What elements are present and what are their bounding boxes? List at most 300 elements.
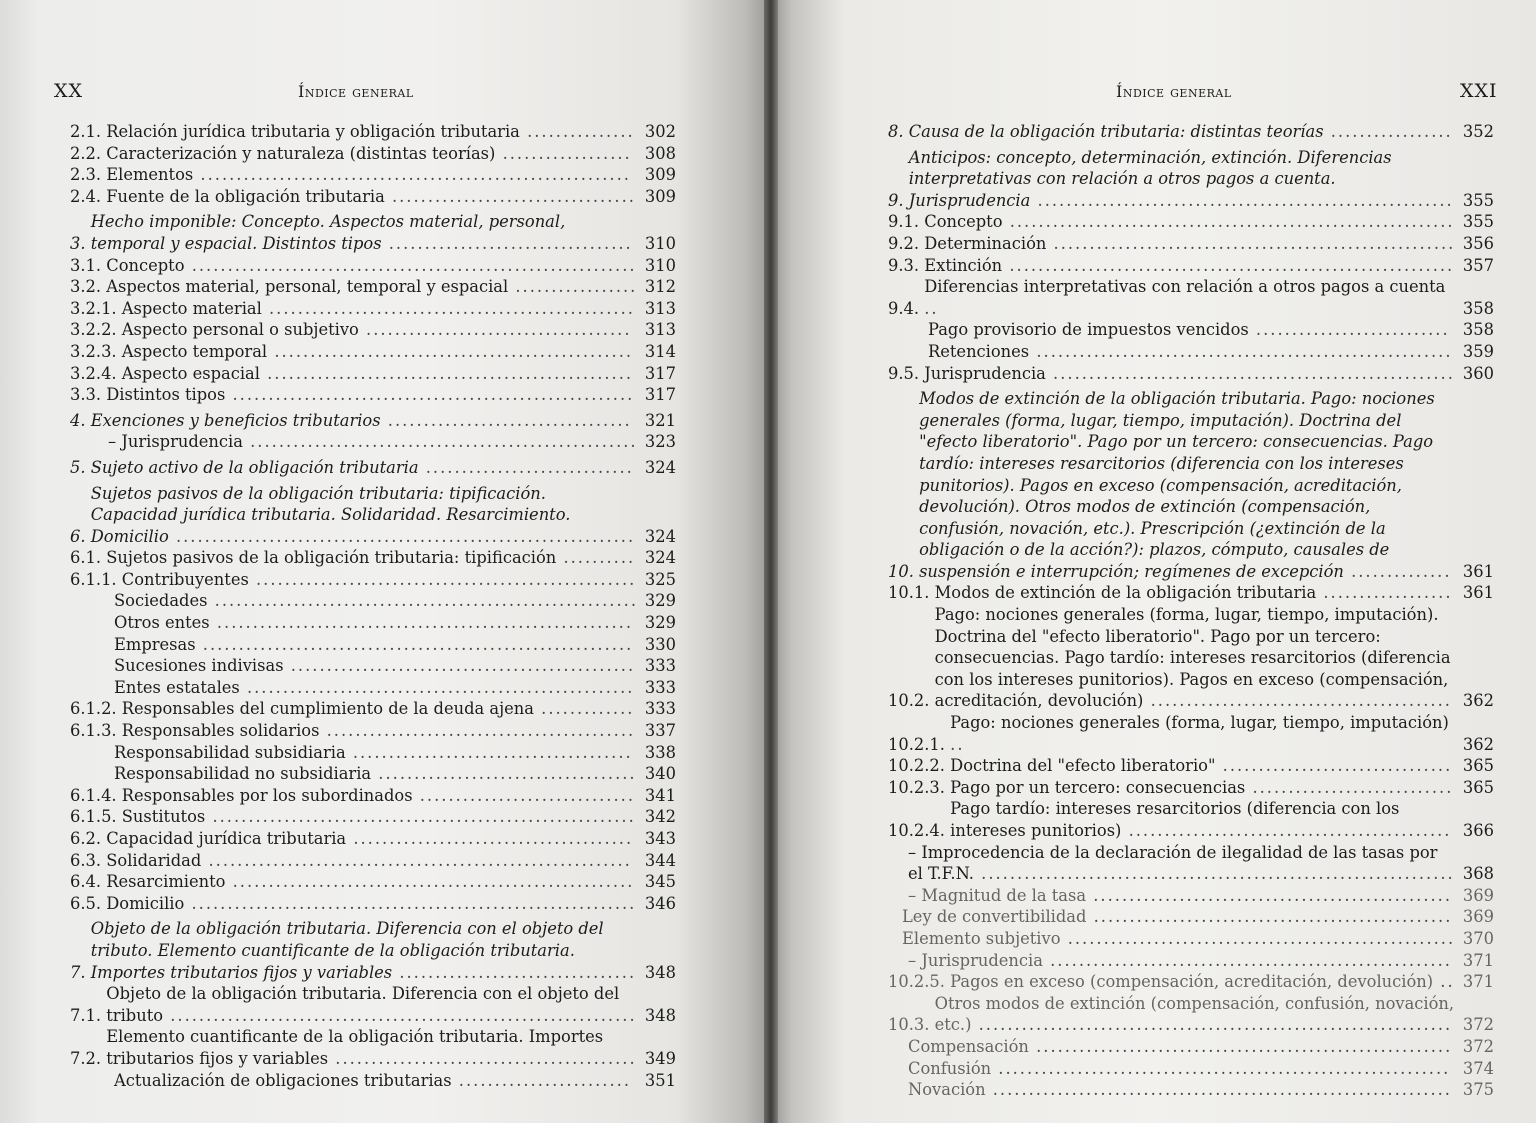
- toc-entry-page: 310: [644, 233, 676, 253]
- toc-entry-title: – Improcedencia de la declaración de ilegalidad de las tasas por el T.F.N.: [908, 842, 1438, 884]
- toc-entry-title: Sociedades: [114, 591, 208, 611]
- toc-entry: [888, 147, 1494, 212]
- toc-entry: [70, 1026, 676, 1069]
- toc-entry-title: Elemento subjetivo: [902, 928, 1061, 948]
- toc-entry-body: [950, 712, 1456, 755]
- toc-entry-body: [888, 1079, 1456, 1101]
- dot-leader: .................: [508, 277, 638, 297]
- toc-entry: [70, 255, 676, 277]
- toc-entry-body: [888, 341, 1456, 363]
- dot-leader: ..............................................................: [184, 893, 637, 913]
- toc-entry-title: Sujeto activo de la obligación tributaria: [90, 457, 419, 477]
- toc-entry-page: 313: [644, 298, 676, 318]
- toc-entry-title: Pago: nociones generales (forma, lugar, tiempo, imputación). Doctrina del "efecto liberatorio". Pago por un tercero: consecuencias. Pago tardío: intereses resarcitorios (diferencia con los intereses punitorios). Pagos en exceso (compensación, acreditación, devolución): [934, 605, 1451, 711]
- toc-entry: [888, 993, 1494, 1036]
- toc-entry-number: 7.: [70, 962, 91, 982]
- toc-entry-body: [888, 842, 1456, 885]
- toc-entry: [70, 612, 676, 634]
- toc-entry-body: [122, 363, 638, 385]
- toc-entry: [70, 677, 676, 699]
- toc-entry-page: 365: [1462, 777, 1494, 797]
- toc-entry-body: [888, 1058, 1456, 1080]
- dot-leader: ..............: [1343, 561, 1452, 581]
- dot-leader: .......................................: [346, 829, 634, 848]
- toc-entry-number: 9.3.: [888, 255, 925, 275]
- toc-entry-page: 323: [644, 432, 676, 452]
- toc-entry-body: [70, 590, 638, 612]
- toc-entry-number: 10.3.: [888, 1015, 935, 1035]
- toc-entry-page: 352: [1462, 122, 1494, 141]
- toc-entry-body: [70, 1070, 638, 1092]
- toc-entry: [70, 341, 676, 363]
- toc-entry-number: 10.: [888, 561, 920, 581]
- toc-entry-title: Sustitutos: [121, 807, 206, 827]
- toc-entry-number: 5.: [70, 457, 91, 477]
- toc-entry-title: Ley de convertibilidad: [902, 907, 1087, 927]
- toc-entry-page: 357: [1462, 255, 1494, 275]
- right-page: [768, 0, 1536, 1123]
- toc-entry-body: [106, 547, 638, 569]
- toc-entry-title: Contribuyentes: [121, 569, 249, 589]
- dot-leader: ..............................................................: [184, 255, 637, 275]
- toc-entry-title: Extinción: [924, 255, 1003, 275]
- toc-entry: [888, 604, 1494, 712]
- toc-entry-page: 321: [644, 410, 676, 430]
- toc-entry-page: 344: [644, 850, 676, 870]
- toc-entry-page: 349: [644, 1048, 676, 1068]
- toc-entry-body: [888, 950, 1456, 972]
- dot-leader: ..................................................................: [971, 1015, 1453, 1035]
- toc-entry-number: 9.4.: [888, 298, 925, 318]
- dot-leader: ..........................................................: [1029, 341, 1453, 361]
- toc-entry: [70, 410, 676, 432]
- toc-entry-page: 374: [1462, 1058, 1494, 1078]
- toc-entry-page: 324: [644, 526, 676, 546]
- dot-leader: ..................................................: [267, 341, 634, 361]
- toc-entry-title: – Magnitud de la tasa: [908, 885, 1087, 905]
- toc-entry-page: 358: [1462, 320, 1494, 340]
- toc-entry-title: Actualización de obligaciones tributarias: [114, 1070, 452, 1090]
- toc-entry-title: Aspecto material: [121, 298, 262, 318]
- toc-entry-page: 308: [644, 143, 676, 163]
- toc-entry-number: 3.1.: [70, 255, 107, 275]
- toc-entry-number: 10.2.3.: [888, 777, 951, 797]
- toc-entry-body: [924, 255, 1456, 277]
- left-running-title: Índice general: [298, 82, 414, 101]
- toc-entry: [70, 720, 676, 742]
- dot-leader: ...........................................................: [205, 807, 636, 827]
- toc-entry: [70, 828, 676, 850]
- toc-entry-page: 345: [644, 872, 676, 892]
- toc-entry: [888, 885, 1494, 907]
- dot-leader: ........................................................: [1046, 233, 1456, 253]
- toc-entry-number: 9.: [888, 190, 909, 210]
- toc-entry-page: 360: [1462, 363, 1494, 383]
- toc-entry: [70, 785, 676, 807]
- toc-entry-number: 10.1.: [888, 583, 935, 603]
- dot-leader: .....................................................: [248, 569, 637, 589]
- toc-entry-body: [70, 612, 638, 634]
- toc-entry-page: 366: [1462, 821, 1494, 840]
- toc-entry-number: 9.2.: [888, 233, 925, 253]
- toc-entry-title: Sucesiones indivisas: [114, 656, 284, 676]
- dot-leader: ..........................................................: [1030, 190, 1454, 210]
- toc-entry: [888, 950, 1494, 972]
- toc-entry-body: [122, 569, 638, 591]
- toc-entry-body: [122, 785, 638, 807]
- toc-entry-page: 355: [1462, 212, 1494, 232]
- toc-entry-body: [91, 410, 638, 432]
- toc-entry-body: [106, 276, 638, 298]
- toc-entry: [888, 928, 1494, 950]
- toc-entry: [70, 384, 676, 406]
- toc-entry: [888, 1079, 1494, 1101]
- toc-entry-title: Sujetos pasivos de la obligación tributaria: tipificación: [106, 548, 557, 568]
- toc-entry-page: 330: [644, 634, 676, 654]
- toc-entry-page: 337: [644, 721, 676, 741]
- toc-entry-page: 342: [644, 807, 676, 827]
- dot-leader: .................: [1323, 122, 1453, 141]
- toc-entry-body: [909, 121, 1456, 143]
- toc-entry-title: Pago tardío: intereses resarcitorios (diferencia con los intereses punitorios): [950, 799, 1400, 840]
- toc-entry: [70, 763, 676, 785]
- toc-entry: [888, 712, 1494, 755]
- toc-entry-body: [888, 1036, 1456, 1058]
- toc-entry-body: [106, 828, 638, 850]
- toc-entry-title: Retenciones: [928, 341, 1030, 361]
- toc-entry-title: – Jurisprudencia: [908, 950, 1043, 970]
- dot-leader: ..........................................: [1143, 691, 1452, 711]
- dot-leader: .............................: [418, 457, 634, 477]
- toc-entry-page: 314: [644, 341, 676, 361]
- toc-entry: [888, 1036, 1494, 1058]
- toc-entry: [70, 457, 676, 479]
- dot-leader: ................................................................: [168, 526, 636, 546]
- toc-entry-title: Exenciones y beneficios tributarios: [90, 410, 381, 430]
- dot-leader: ..: [1433, 972, 1455, 992]
- toc-entry-number: 3.2.: [70, 277, 107, 297]
- dot-leader: ...................................................: [261, 298, 635, 318]
- toc-entry-title: Otros modos de extinción (compensación, confusión, novación, etc.): [934, 993, 1455, 1035]
- toc-entry-body: [91, 918, 638, 983]
- toc-entry-body: [106, 1026, 638, 1069]
- toc-entry-page: 309: [644, 186, 676, 206]
- dot-leader: ..................: [495, 143, 632, 163]
- toc-entry-page: 359: [1462, 341, 1494, 361]
- toc-entry-title: Causa de la obligación tributaria: distintas teorías: [908, 122, 1324, 141]
- toc-entry-number: 10.2.5.: [888, 972, 951, 992]
- toc-entry-title: Pago por un tercero: consecuencias: [950, 777, 1246, 797]
- toc-entry-number: 6.1.5.: [70, 807, 122, 827]
- toc-entry: [70, 319, 676, 341]
- dot-leader: ..................................................................: [973, 864, 1455, 884]
- toc-entry-number: 3.: [70, 233, 91, 253]
- toc-entry-page: 324: [644, 548, 676, 568]
- toc-entry-number: 3.2.4.: [70, 363, 122, 383]
- toc-entry-page: 313: [644, 320, 676, 340]
- toc-entry: [70, 547, 676, 569]
- toc-entry-page: 358: [1462, 298, 1494, 318]
- dot-leader: ...................................................: [259, 363, 634, 383]
- toc-entry-body: [122, 298, 638, 320]
- toc-entry-number: 9.5.: [888, 363, 925, 383]
- toc-entry-body: [924, 211, 1456, 233]
- toc-entry-page: 346: [644, 893, 676, 913]
- toc-entry-number: 6.1.1.: [70, 569, 122, 589]
- toc-entry-number: 4.: [70, 410, 91, 430]
- dot-leader: ................................................: [283, 656, 636, 676]
- toc-entry-title: Responsabilidad subsidiaria: [114, 742, 346, 762]
- toc-entry-page: 368: [1462, 864, 1494, 884]
- toc-entry-number: 10.2.4.: [888, 821, 951, 840]
- toc-entry-page: 356: [1462, 233, 1494, 253]
- toc-entry-title: Otros entes: [114, 613, 210, 633]
- right-toc-list: [888, 121, 1494, 1101]
- toc-entry-body: [70, 431, 638, 453]
- toc-entry-title: Fuente de la obligación tributaria: [106, 186, 385, 206]
- left-toc-list: [70, 121, 676, 1091]
- toc-entry-number: 6.3.: [70, 850, 107, 870]
- dot-leader: ...........................: [1248, 320, 1450, 340]
- toc-entry-body: [950, 971, 1456, 993]
- dot-leader: .................................................................: [163, 1005, 637, 1025]
- toc-entry-page: 375: [1462, 1080, 1494, 1100]
- toc-entry: [70, 1070, 676, 1092]
- toc-entry-body: [91, 457, 638, 479]
- toc-entry-title: Sujetos pasivos de la obligación tributaria: tipificación. Capacidad jurídica tributaria. Solidaridad. Resarcimiento. Domicilio: [90, 483, 571, 546]
- toc-entry-title: Confusión: [908, 1058, 992, 1078]
- toc-entry-page: 329: [644, 613, 676, 633]
- toc-entry: [70, 569, 676, 591]
- toc-entry-title: Objeto de la obligación tributaria. Diferencia con el objeto del tributo. Elemento cuantificante de la obligación tributaria. Importes tributarios fijos y variables: [90, 919, 604, 982]
- toc-entry-title: Distintos tipos: [106, 385, 226, 405]
- toc-entry: [70, 164, 676, 186]
- toc-entry-page: 333: [644, 677, 676, 697]
- dot-leader: .......................................: [345, 742, 633, 762]
- toc-entry-page: 361: [1462, 583, 1494, 603]
- toc-entry: [888, 777, 1494, 799]
- toc-entry-number: 9.1.: [888, 212, 925, 232]
- toc-entry-title: Objeto de la obligación tributaria. Diferencia con el objeto del tributo: [106, 984, 620, 1025]
- toc-entry-body: [935, 604, 1456, 712]
- toc-entry-body: [950, 777, 1456, 799]
- dot-leader: ................................: [1215, 756, 1453, 776]
- toc-entry-title: Aspecto personal o subjetivo: [121, 320, 359, 340]
- dot-leader: ..................................: [380, 410, 632, 430]
- toc-entry-number: 7.2.: [70, 1048, 107, 1068]
- toc-entry-body: [888, 885, 1456, 907]
- toc-entry: [888, 906, 1494, 928]
- toc-entry-body: [935, 582, 1456, 604]
- right-page-header: [768, 78, 1536, 106]
- toc-entry: [888, 363, 1494, 385]
- dot-leader: ....................................: [371, 764, 637, 784]
- dot-leader: ..: [924, 298, 939, 318]
- toc-entry-page: 309: [644, 165, 676, 185]
- toc-entry-body: [950, 755, 1456, 777]
- toc-entry-body: [935, 993, 1456, 1036]
- toc-entry-body: [950, 798, 1456, 841]
- toc-entry-body: [91, 483, 638, 548]
- dot-leader: ............................................................: [193, 165, 631, 185]
- toc-entry: [70, 363, 676, 385]
- toc-entry: [888, 341, 1494, 363]
- toc-entry-title: Empresas: [114, 634, 196, 654]
- toc-entry-title: Determinación: [924, 233, 1047, 253]
- toc-entry-body: [70, 677, 638, 699]
- toc-entry-page: 325: [644, 569, 676, 589]
- toc-entry-number: 2.4.: [70, 186, 107, 206]
- toc-entry-page: 341: [644, 785, 676, 805]
- toc-entry-body: [106, 983, 638, 1026]
- toc-entry: [70, 276, 676, 298]
- toc-entry: [888, 276, 1494, 319]
- dot-leader: ..: [950, 734, 965, 754]
- toc-entry: [70, 806, 676, 828]
- toc-entry: [888, 798, 1494, 841]
- dot-leader: ........................................................: [225, 872, 635, 892]
- toc-entry-title: Compensación: [908, 1036, 1029, 1056]
- toc-entry-number: 3.3.: [70, 385, 107, 405]
- toc-entry-body: [122, 319, 638, 341]
- toc-entry-body: [888, 928, 1456, 950]
- toc-entry-page: 370: [1462, 928, 1494, 948]
- right-running-title: Índice general: [1116, 82, 1232, 101]
- toc-entry-title: Modos de extinción de la obligación tributaria: [934, 583, 1317, 603]
- toc-entry-title: Pago: nociones generales (forma, lugar, tiempo, imputación): [950, 713, 1449, 733]
- toc-entry-page: 310: [644, 255, 676, 275]
- dot-leader: .....................................: [358, 320, 632, 340]
- dot-leader: ..........: [556, 548, 636, 568]
- toc-entry-page: 333: [644, 656, 676, 676]
- toc-entry-page: 317: [644, 385, 676, 405]
- toc-entry-body: [106, 871, 638, 893]
- toc-entry-body: [888, 906, 1456, 928]
- toc-entry-title: Novación: [908, 1080, 986, 1100]
- dot-leader: ..................: [1316, 583, 1453, 603]
- dot-leader: ......................................................: [242, 432, 638, 452]
- toc-entry-page: 365: [1462, 756, 1494, 776]
- dot-leader: ..................................: [384, 186, 636, 206]
- toc-entry-page: 317: [644, 363, 676, 383]
- toc-entry: [70, 431, 676, 453]
- toc-entry-number: 6.2.: [70, 829, 107, 848]
- toc-entry-body: [924, 233, 1456, 255]
- dot-leader: .................................: [392, 962, 637, 982]
- toc-entry-title: Concepto: [924, 212, 1003, 232]
- toc-entry: [70, 298, 676, 320]
- dot-leader: ..............................................................: [1002, 255, 1455, 275]
- toc-entry-body: [106, 143, 638, 165]
- toc-entry-title: Jurisprudencia: [924, 363, 1046, 383]
- toc-entry: [70, 186, 676, 208]
- toc-entry-body: [106, 186, 638, 208]
- toc-entry-page: 329: [644, 591, 676, 611]
- toc-entry-title: Responsabilidad no subsidiaria: [114, 764, 372, 784]
- dot-leader: ...............: [519, 122, 635, 141]
- dot-leader: ..................................................: [1086, 907, 1453, 927]
- dot-leader: .............: [533, 699, 635, 719]
- toc-entry-title: Anticipos: concepto, determinación, extinción. Diferencias interpretativas con relación a otros pagos a cuenta. Jurisprudencia: [908, 147, 1392, 210]
- toc-entry: [888, 255, 1494, 277]
- toc-entry-body: [106, 164, 638, 186]
- toc-entry: [70, 918, 676, 983]
- dot-leader: ..................................: [381, 233, 633, 253]
- toc-entry-title: Relación jurídica tributaria y obligación tributaria: [106, 122, 520, 141]
- left-page-number: XX: [54, 80, 84, 102]
- toc-entry: [888, 319, 1494, 341]
- toc-entry-page: 324: [644, 457, 676, 477]
- toc-entry-body: [70, 742, 638, 764]
- toc-entry-body: [909, 147, 1456, 212]
- dot-leader: ..................................................: [1086, 885, 1453, 905]
- toc-entry-page: 348: [644, 1005, 676, 1025]
- toc-entry-page: 362: [1462, 734, 1494, 754]
- toc-entry-title: Doctrina del "efecto liberatorio": [950, 756, 1216, 776]
- dot-leader: ......................................................: [239, 677, 635, 697]
- toc-entry-page: 369: [1462, 885, 1494, 905]
- dot-leader: ................................................................: [985, 1080, 1452, 1100]
- toc-entry: [70, 121, 676, 143]
- toc-entry-page: 338: [644, 742, 676, 762]
- toc-entry-title: Capacidad jurídica tributaria: [106, 829, 347, 848]
- toc-entry-page: 343: [644, 829, 676, 848]
- toc-entry-number: 10.2.2.: [888, 756, 951, 776]
- toc-entry-title: Elementos: [106, 165, 194, 185]
- toc-entry-page: 302: [644, 122, 676, 141]
- left-page-header: [0, 78, 768, 106]
- toc-entry-body: [70, 655, 638, 677]
- toc-entry-page: 340: [644, 764, 676, 784]
- toc-entry-body: [106, 255, 638, 277]
- toc-entry-page: 351: [644, 1070, 676, 1090]
- toc-entry-body: [106, 850, 638, 872]
- dot-leader: ........................................................: [1045, 363, 1455, 383]
- toc-entry-number: 10.2.1.: [888, 734, 951, 754]
- toc-entry-title: Pagos en exceso (compensación, acreditación, devolución): [950, 972, 1434, 992]
- dot-leader: ...............................................................: [991, 1058, 1451, 1078]
- toc-entry-body: [122, 698, 638, 720]
- toc-entry-body: [106, 384, 638, 406]
- toc-entry-body: [122, 341, 638, 363]
- toc-entry-title: Solidaridad: [106, 850, 202, 870]
- toc-entry-title: Responsables solidarios: [121, 721, 320, 741]
- toc-entry: [70, 655, 676, 677]
- toc-entry-page: 333: [644, 699, 676, 719]
- toc-entry-title: Responsables por los subordinados: [121, 785, 413, 805]
- toc-entry: [70, 634, 676, 656]
- toc-entry-body: [70, 763, 638, 785]
- toc-entry-number: 3.2.3.: [70, 341, 122, 361]
- toc-entry-body: [919, 388, 1456, 582]
- toc-entry-title: Pago provisorio de impuestos vencidos: [928, 320, 1249, 340]
- toc-entry-title: – Jurisprudencia: [108, 432, 243, 452]
- toc-entry: [70, 893, 676, 915]
- dot-leader: ...........................................................: [201, 850, 632, 870]
- toc-entry-page: 355: [1462, 190, 1494, 210]
- toc-entry-page: 348: [644, 962, 676, 982]
- toc-entry-number: 8.: [888, 122, 909, 141]
- toc-entry-number: 2.3.: [70, 165, 107, 185]
- toc-entry-page: 361: [1462, 561, 1494, 581]
- toc-entry: [70, 211, 676, 254]
- toc-entry-body: [888, 319, 1456, 341]
- dot-leader: ............................: [1245, 777, 1454, 797]
- dot-leader: ........................................................: [1042, 950, 1452, 970]
- toc-entry-number: 6.4.: [70, 872, 107, 892]
- toc-entry: [888, 842, 1494, 885]
- toc-entry-body: [106, 121, 638, 143]
